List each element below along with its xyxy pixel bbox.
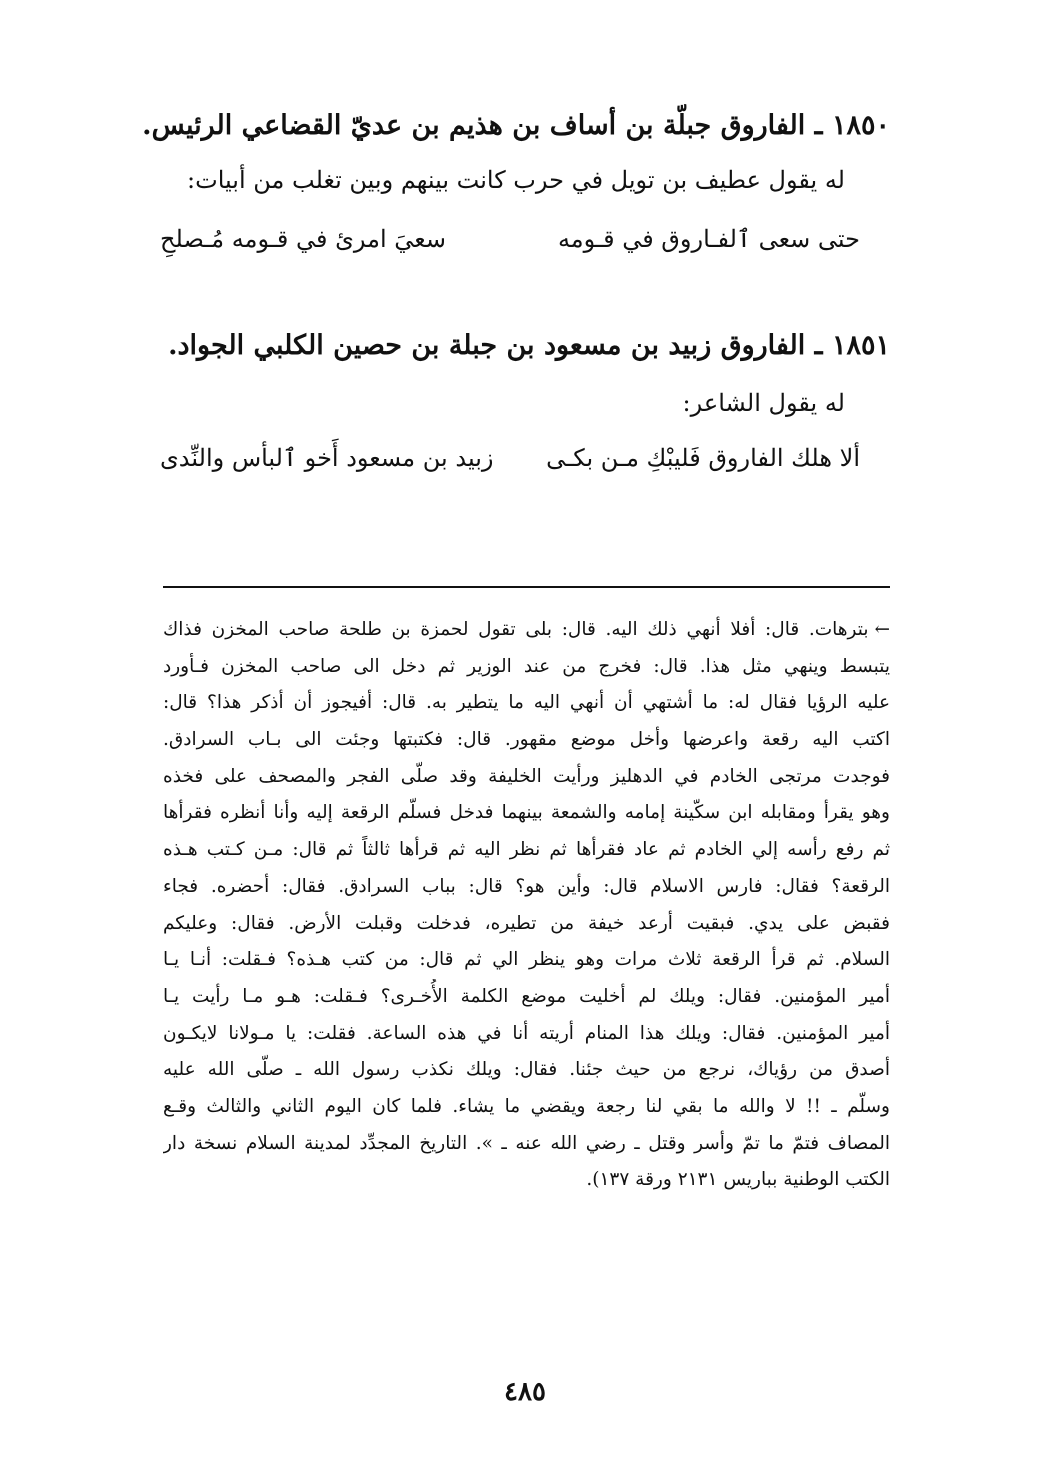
verse-first-hemistich: حتى سعى ٱلفـاروق في قـومه: [557, 225, 860, 253]
footnote-line: ثم رفع رأسه إلي الخادم ثم عاد فقرأها ثم نظر اليه ثم قرأها ثالثاً ثم قال: مـن كـتب هـذه: [163, 839, 890, 861]
entry-1851-verse: [160, 436, 860, 480]
verse-first-hemistich: ألا هلك الفاروق فَليبْكِ مـن بكـى: [546, 444, 860, 472]
footnote: [163, 612, 890, 1199]
verse-second-hemistich: زبيد بن مسعود أَخو ٱلبأس والنِّدى: [160, 444, 494, 472]
page-number: ٤٨٥: [504, 1377, 546, 1407]
footnote-line: السلام. ثم قرأ الرقعة ثلاث مرات وهو ينظر الي ثم قال: من كتب هـذه؟ فـقلت: أنـا يـا: [163, 949, 890, 971]
footnote-line: فوجدت مرتجى الخادم في الدهليز ورأيت الخليفة وقد صلّى الفجر والمصحف على فخذه: [163, 765, 890, 787]
footnote-line: المصاف فتمّ ما تمّ وأسر وقتل ـ رضي الله عنه ـ ». التاريخ المجدِّد لمدينة السلام نسخة دار: [163, 1132, 890, 1154]
arrow-left-icon: ←: [874, 619, 890, 640]
footnote-line: ←بترهات. قال: أفلا أنهي ذلك اليه. قال: بلى تقول لحمزة بن طلحة صاحب المخزن فذاك: [163, 612, 890, 649]
footnote-line: فقبض على يدي. فبقيت أرعد خيفة من تطيره، فدخلت وقبلت الأرض. فقال: وعليكم: [163, 912, 890, 934]
footnote-line: يتبسط وينهي مثل هذا. قال: فخرج من عند الوزير ثم دخل الى صاحب المخزن فـأورد: [163, 655, 890, 677]
footnote-line: الكتب الوطنية بباريس ٢١٣١ ورقة ١٣٧).: [586, 1169, 890, 1191]
footnote-line: أمير المؤمنين. فقال: ويلك هذا المنام أريته أنا في هذه الساعة. فقلت: يا مـولانا لايكـون: [163, 1022, 890, 1044]
entry-1850-intro: له يقول عطيف بن تويل في حرب كانت بينهم وبين تغلب من أبيات:: [187, 166, 845, 194]
footnote-separator: [163, 586, 890, 588]
entry-1851-title: ١٨٥١ ـ الفاروق زبيد بن مسعود بن جبلة بن حصين الكلبي الجواد.: [168, 330, 890, 361]
footnote-line: وهو يقرأ ومقابله ابن سكّينة إمامه والشمعة بينهما فدخل فسلّم الرقعة إليه وأنا أنظره فقرأها: [163, 802, 890, 824]
footnote-line: وسلّم ـ !! لا والله ما بقي لنا رجعة ويقضي ما يشاء. فلما كان اليوم الثاني والثالث وقـع: [163, 1095, 890, 1117]
footnote-line: الرقعة؟ فقال: فارس الاسلام قال: وأين هو؟ قال: بباب السرادق. فقال: أحضره. فجاء: [163, 875, 890, 897]
footnote-line: اكتب اليه رقعة واعرضها وأخل موضع مقهور. قال: فكتبتها وجئت الى بـاب السرادق.: [163, 729, 890, 751]
footnote-line: عليه الرؤيا فقال له: ما أشتهي أن أنهي اليه ما يتطير به. قال: أفيجوز أن أذكر هذا؟ قال:: [163, 692, 890, 714]
entry-1850-verse: [160, 217, 860, 261]
verse-second-hemistich: سعيَ امرئ في قـومه مُـصلحِ: [160, 225, 446, 253]
footnote-line: أمير المؤمنين. فقال: ويلك لم أخليت موضع الكلمة الأُخـرى؟ فـقلت: هـو مـا رأيت يـا: [163, 985, 890, 1007]
entry-1851-intro: له يقول الشاعر:: [682, 389, 845, 417]
entry-1850-title: ١٨٥٠ ـ الفاروق جبلّة بن أساف بن هذيم بن عديّ القضاعي الرئيس.: [142, 110, 890, 141]
footnote-line: أصدق من رؤياك، نرجع من حيث جئنا. فقال: ويلك نكذب رسول الله ـ صلّى الله عليه: [163, 1059, 890, 1081]
